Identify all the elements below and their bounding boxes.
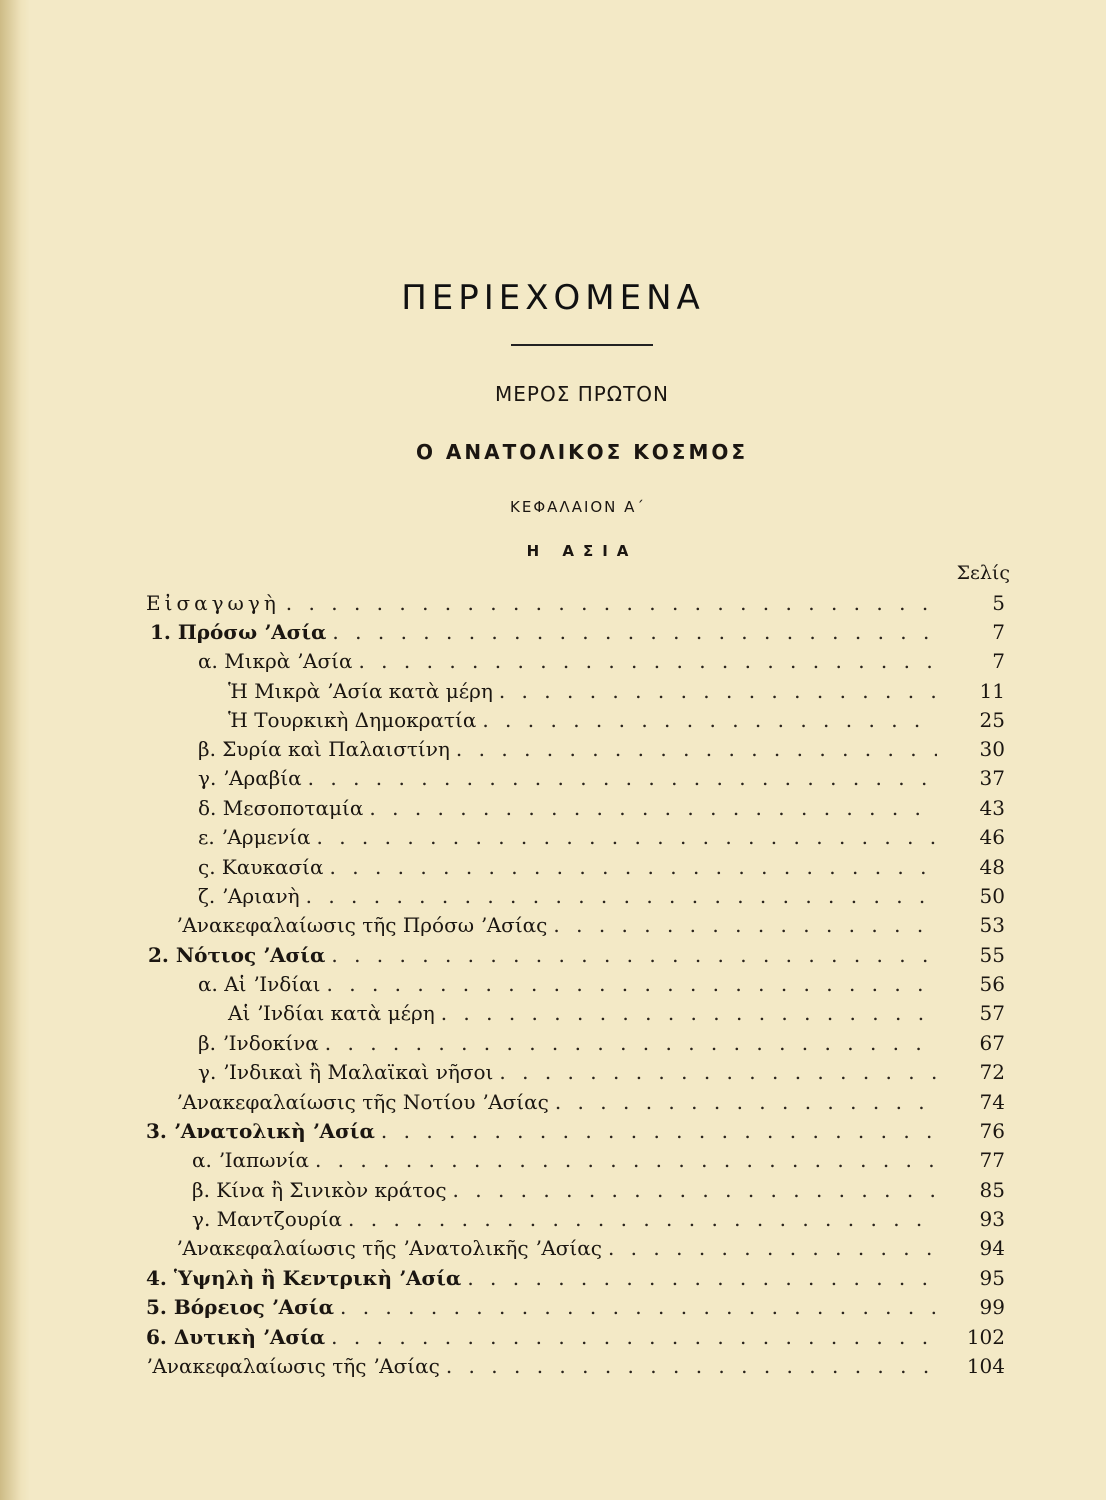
toc-entry-label: Ἡ Μικρὰ ʼΑσία κατὰ μέρη	[228, 679, 493, 703]
toc-entry	[0, 969, 1005, 999]
toc-entry-label: 2. Νότιος ʼΑσία	[148, 943, 326, 967]
toc-entry	[0, 1087, 1005, 1117]
dot-leader	[381, 1116, 937, 1146]
page-title: ΠΕΡΙΕΧΟΜΕΝΑ	[401, 278, 705, 318]
dot-leader	[286, 588, 937, 618]
toc-entry-page: 76	[979, 1119, 1005, 1143]
toc-entry	[0, 1322, 1005, 1352]
toc-entry-label: Εἰσαγωγὴ	[146, 591, 280, 615]
toc-entry-page: 57	[979, 1001, 1005, 1025]
toc-entry-page: 55	[979, 943, 1005, 967]
toc-entry-label: Αἱ ʼΙνδίαι κατὰ μέρη	[228, 1001, 435, 1025]
toc-entry	[0, 1351, 1005, 1381]
dot-leader	[308, 763, 937, 793]
toc-entry	[0, 1292, 1005, 1322]
dot-leader	[446, 1351, 937, 1381]
toc-entry-page: 94	[979, 1236, 1005, 1260]
dot-leader	[608, 1233, 937, 1263]
dot-leader	[467, 1263, 937, 1293]
toc-entry-page: 25	[979, 708, 1005, 732]
toc-entry	[0, 676, 1005, 706]
toc-entry-page: 95	[979, 1266, 1005, 1290]
toc-entry-page: 104	[966, 1354, 1005, 1378]
toc-entry	[0, 998, 1005, 1028]
toc-entry-label: β. Κίνα ἢ Σινικὸν κράτος	[192, 1178, 447, 1202]
dot-leader	[325, 1028, 937, 1058]
toc-entry-label: γ. ʼΙνδικαὶ ἢ Μαλαϊκαὶ νῆσοι	[198, 1060, 494, 1084]
toc-entry	[0, 793, 1005, 823]
dot-leader	[331, 940, 937, 970]
toc-entry-label: 3. ʼΑνατολικὴ ʼΑσία	[146, 1119, 375, 1143]
toc-entry-page: 37	[979, 766, 1005, 790]
toc-entry-label: ζ. ʼΑριανὴ	[198, 884, 300, 908]
toc-entry-label: ʼΑνακεφαλαίωσις τῆς Νοτίου ʼΑσίας	[176, 1090, 549, 1114]
toc-entry-label: β. ʼΙνδοκίνα	[198, 1031, 319, 1055]
toc-entry	[0, 1263, 1005, 1293]
dot-leader	[317, 822, 938, 852]
toc-entry-page: 53	[979, 913, 1005, 937]
toc-entry	[0, 1028, 1005, 1058]
toc-entry-page: 11	[979, 679, 1005, 703]
toc-entry-page: 5	[992, 591, 1005, 615]
toc-entry-page: 102	[966, 1325, 1005, 1349]
toc-entry	[0, 1057, 1005, 1087]
toc-entry-page: 7	[992, 620, 1005, 644]
toc-entry-page: 50	[979, 884, 1005, 908]
toc-entry-label: 4. Ὑψηλὴ ἢ Κεντρικὴ ʼΑσία	[146, 1266, 462, 1290]
toc-entry-label: γ. ʼΑραβία	[198, 766, 302, 790]
toc-entry-page: 7	[992, 649, 1005, 673]
toc-entry	[0, 1145, 1005, 1175]
toc-entry-page: 43	[979, 796, 1005, 820]
toc-entry-page: 67	[979, 1031, 1005, 1055]
toc-entry-page: 93	[979, 1207, 1005, 1231]
dot-leader	[348, 1204, 937, 1234]
toc-entry	[0, 1233, 1005, 1263]
toc-entry-label: 5. Βόρειος ʼΑσία	[146, 1295, 334, 1319]
toc-entry-label: β. Συρία καὶ Παλαιστίνη	[198, 737, 450, 761]
toc-entry	[0, 705, 1005, 735]
toc-entry	[0, 646, 1005, 676]
toc-entry-page: 85	[979, 1178, 1005, 1202]
dot-leader	[441, 998, 937, 1028]
dot-leader	[453, 1175, 937, 1205]
toc-entry-label: α. ʼΙαπωνία	[192, 1148, 309, 1172]
toc-entry-label: ʼΑνακεφαλαίωσις τῆς Πρόσω ʼΑσίας	[176, 913, 548, 937]
toc-entry-page: 99	[979, 1295, 1005, 1319]
toc-entry-page: 77	[979, 1148, 1005, 1172]
page-column-label: Σελίς	[956, 562, 1010, 584]
toc-entry	[0, 617, 1005, 647]
dot-leader	[330, 852, 937, 882]
dot-leader	[456, 734, 937, 764]
toc-entry	[0, 734, 1005, 764]
title-divider	[511, 344, 653, 346]
dot-leader	[358, 646, 937, 676]
toc-entry	[0, 822, 1005, 852]
toc-entry-label: α. Αἱ ʼΙνδίαι	[198, 972, 321, 996]
toc-entry-label: ʼΑνακεφαλαίωσις τῆς ʼΑνατολικῆς ʼΑσίας	[176, 1236, 602, 1260]
dot-leader	[315, 1145, 937, 1175]
toc-entry-label: ʼΑνακεφαλαίωσις τῆς ʼΑσίας	[146, 1354, 440, 1378]
toc-entry-label: 6. Δυτικὴ ʼΑσία	[146, 1325, 326, 1349]
toc-entry	[0, 1175, 1005, 1205]
toc-entry-page: 30	[979, 737, 1005, 761]
toc-entry	[0, 910, 1005, 940]
chapter-heading: ΚΕΦΑΛΑΙΟΝ Α΄	[510, 498, 646, 516]
dot-leader	[482, 705, 937, 735]
dot-leader	[553, 910, 937, 940]
toc-entry-label: γ. Μαντζουρία	[192, 1207, 343, 1231]
dot-leader	[327, 969, 937, 999]
toc-entry	[0, 940, 1005, 970]
toc-entry-page: 56	[979, 972, 1005, 996]
toc-entry-page: 46	[979, 825, 1005, 849]
toc-entry-page: 74	[979, 1090, 1005, 1114]
dot-leader	[499, 1057, 937, 1087]
toc-entry-label: Ἡ Τουρκικὴ Δημοκρατία	[228, 708, 477, 732]
toc-entry	[0, 881, 1005, 911]
toc-entry-page: 72	[979, 1060, 1005, 1084]
toc-entry-label: δ. Μεσοποταμία	[198, 796, 364, 820]
dot-leader	[306, 881, 937, 911]
dot-leader	[331, 1322, 937, 1352]
dot-leader	[555, 1087, 937, 1117]
toc-entry-label: ε. ʼΑρμενία	[198, 825, 311, 849]
dot-leader	[499, 676, 937, 706]
toc-entry-page: 48	[979, 855, 1005, 879]
toc-entry	[0, 588, 1005, 618]
section-heading: Ο ΑΝΑΤΟΛΙΚΟΣ ΚΟΣΜΟΣ	[415, 440, 749, 464]
toc-entry	[0, 1204, 1005, 1234]
dot-leader	[340, 1292, 937, 1322]
toc-entry-label: α. Μικρὰ ʼΑσία	[198, 649, 353, 673]
part-heading: ΜΕΡΟΣ ΠΡΩΤΟΝ	[495, 382, 669, 406]
continent-heading: Η ΑΣΙΑ	[526, 542, 638, 560]
toc-entry	[0, 852, 1005, 882]
dot-leader	[369, 793, 937, 823]
toc-entry-label: 1. Πρόσω ʼΑσία	[150, 620, 327, 644]
toc-entry-label: ς. Καυκασία	[198, 855, 324, 879]
dot-leader	[332, 617, 937, 647]
toc-entry	[0, 763, 1005, 793]
toc-entry	[0, 1116, 1005, 1146]
